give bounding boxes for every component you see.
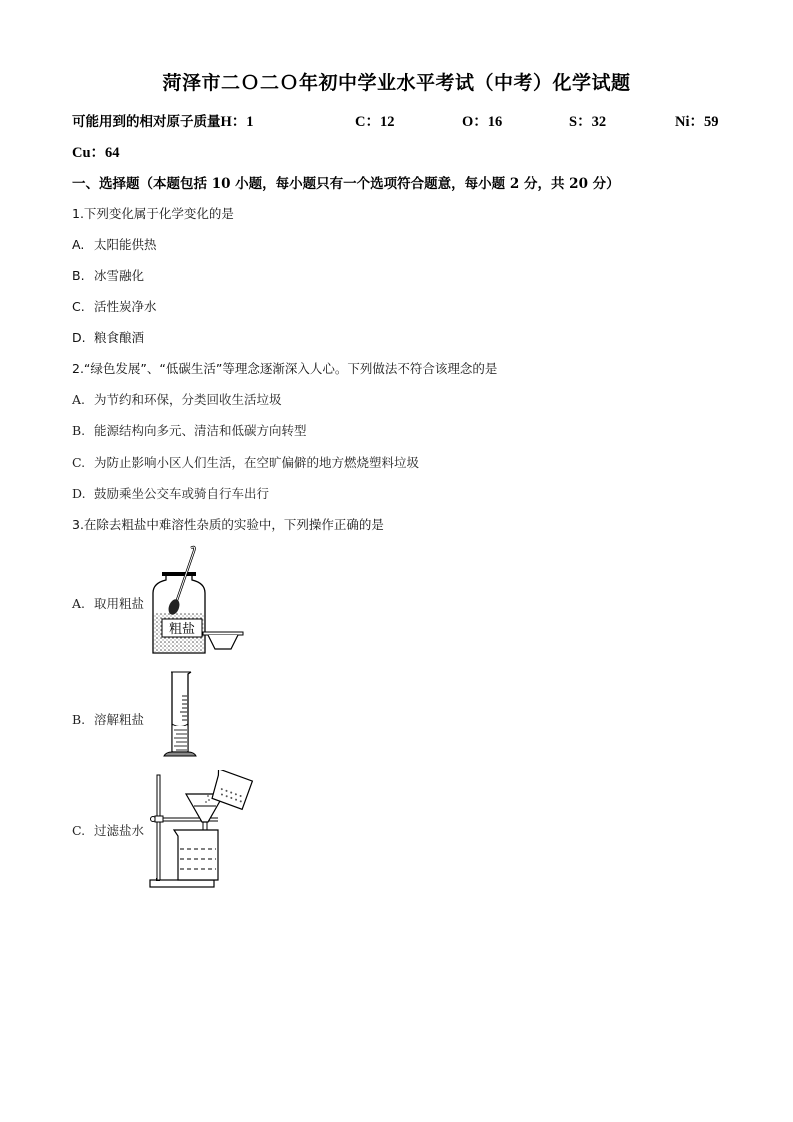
question-2-option-d[interactable]: D. 鼓励乘坐公交车或骑自行车出行 — [72, 486, 270, 501]
filtration-setup-figure — [148, 770, 258, 892]
question-1-option-c[interactable]: C. 活性炭净水 — [72, 299, 157, 314]
question-2-option-c[interactable]: C. 为防止影响小区人们生活，在空旷偏僻的地方燃烧塑料垃圾 — [72, 455, 420, 470]
mass-sulfur: S：32 — [569, 114, 607, 130]
graduated-cylinder-figure — [160, 670, 200, 762]
mass-copper: Cu：64 — [72, 145, 120, 161]
question-1-option-a[interactable]: A. 太阳能供热 — [72, 237, 157, 252]
page-title: 菏泽市二Ｏ二Ｏ年初中学业水平考试（中考）化学试题 — [162, 72, 631, 94]
atomic-masses-label: 可能用到的相对原子质量H：1 — [72, 114, 254, 130]
question-3-option-c[interactable]: C. 过滤盐水 — [72, 823, 145, 838]
question-3-stem: 3.在除去粗盐中难溶性杂质的实验中，下列操作正确的是 — [72, 517, 384, 532]
question-1-option-b[interactable]: B. 冰雪融化 — [72, 268, 145, 283]
question-2-option-a[interactable]: A. 为节约和环保，分类回收生活垃圾 — [72, 392, 282, 407]
question-1-option-d[interactable]: D. 粮食酿酒 — [72, 330, 145, 345]
atomic-masses-row — [72, 110, 732, 130]
question-3-option-b[interactable]: B. 溶解粗盐 — [72, 712, 145, 727]
section-heading: 一、选择题（本题包括 10 小题，每小题只有一个选项符合题意，每小题 2 分，共 20 分） — [72, 176, 620, 192]
mass-carbon: C：12 — [355, 114, 395, 130]
question-2-stem: 2.“绿色发展”、“低碳生活”等理念逐渐深入人心。下列做法不符合该理念的是 — [72, 361, 498, 376]
mass-oxygen: O：16 — [462, 114, 503, 130]
mass-nickel: Ni：59 — [675, 114, 719, 130]
question-3-option-a[interactable]: A. 取用粗盐 — [72, 596, 145, 611]
reagent-bottle-figure — [148, 545, 248, 660]
question-2-option-b[interactable]: B. 能源结构向多元、清洁和低碳方向转型 — [72, 423, 307, 438]
svg-text:粗盐: 粗盐 — [168, 622, 196, 637]
question-1-stem: 1.下列变化属于化学变化的是 — [72, 206, 234, 221]
